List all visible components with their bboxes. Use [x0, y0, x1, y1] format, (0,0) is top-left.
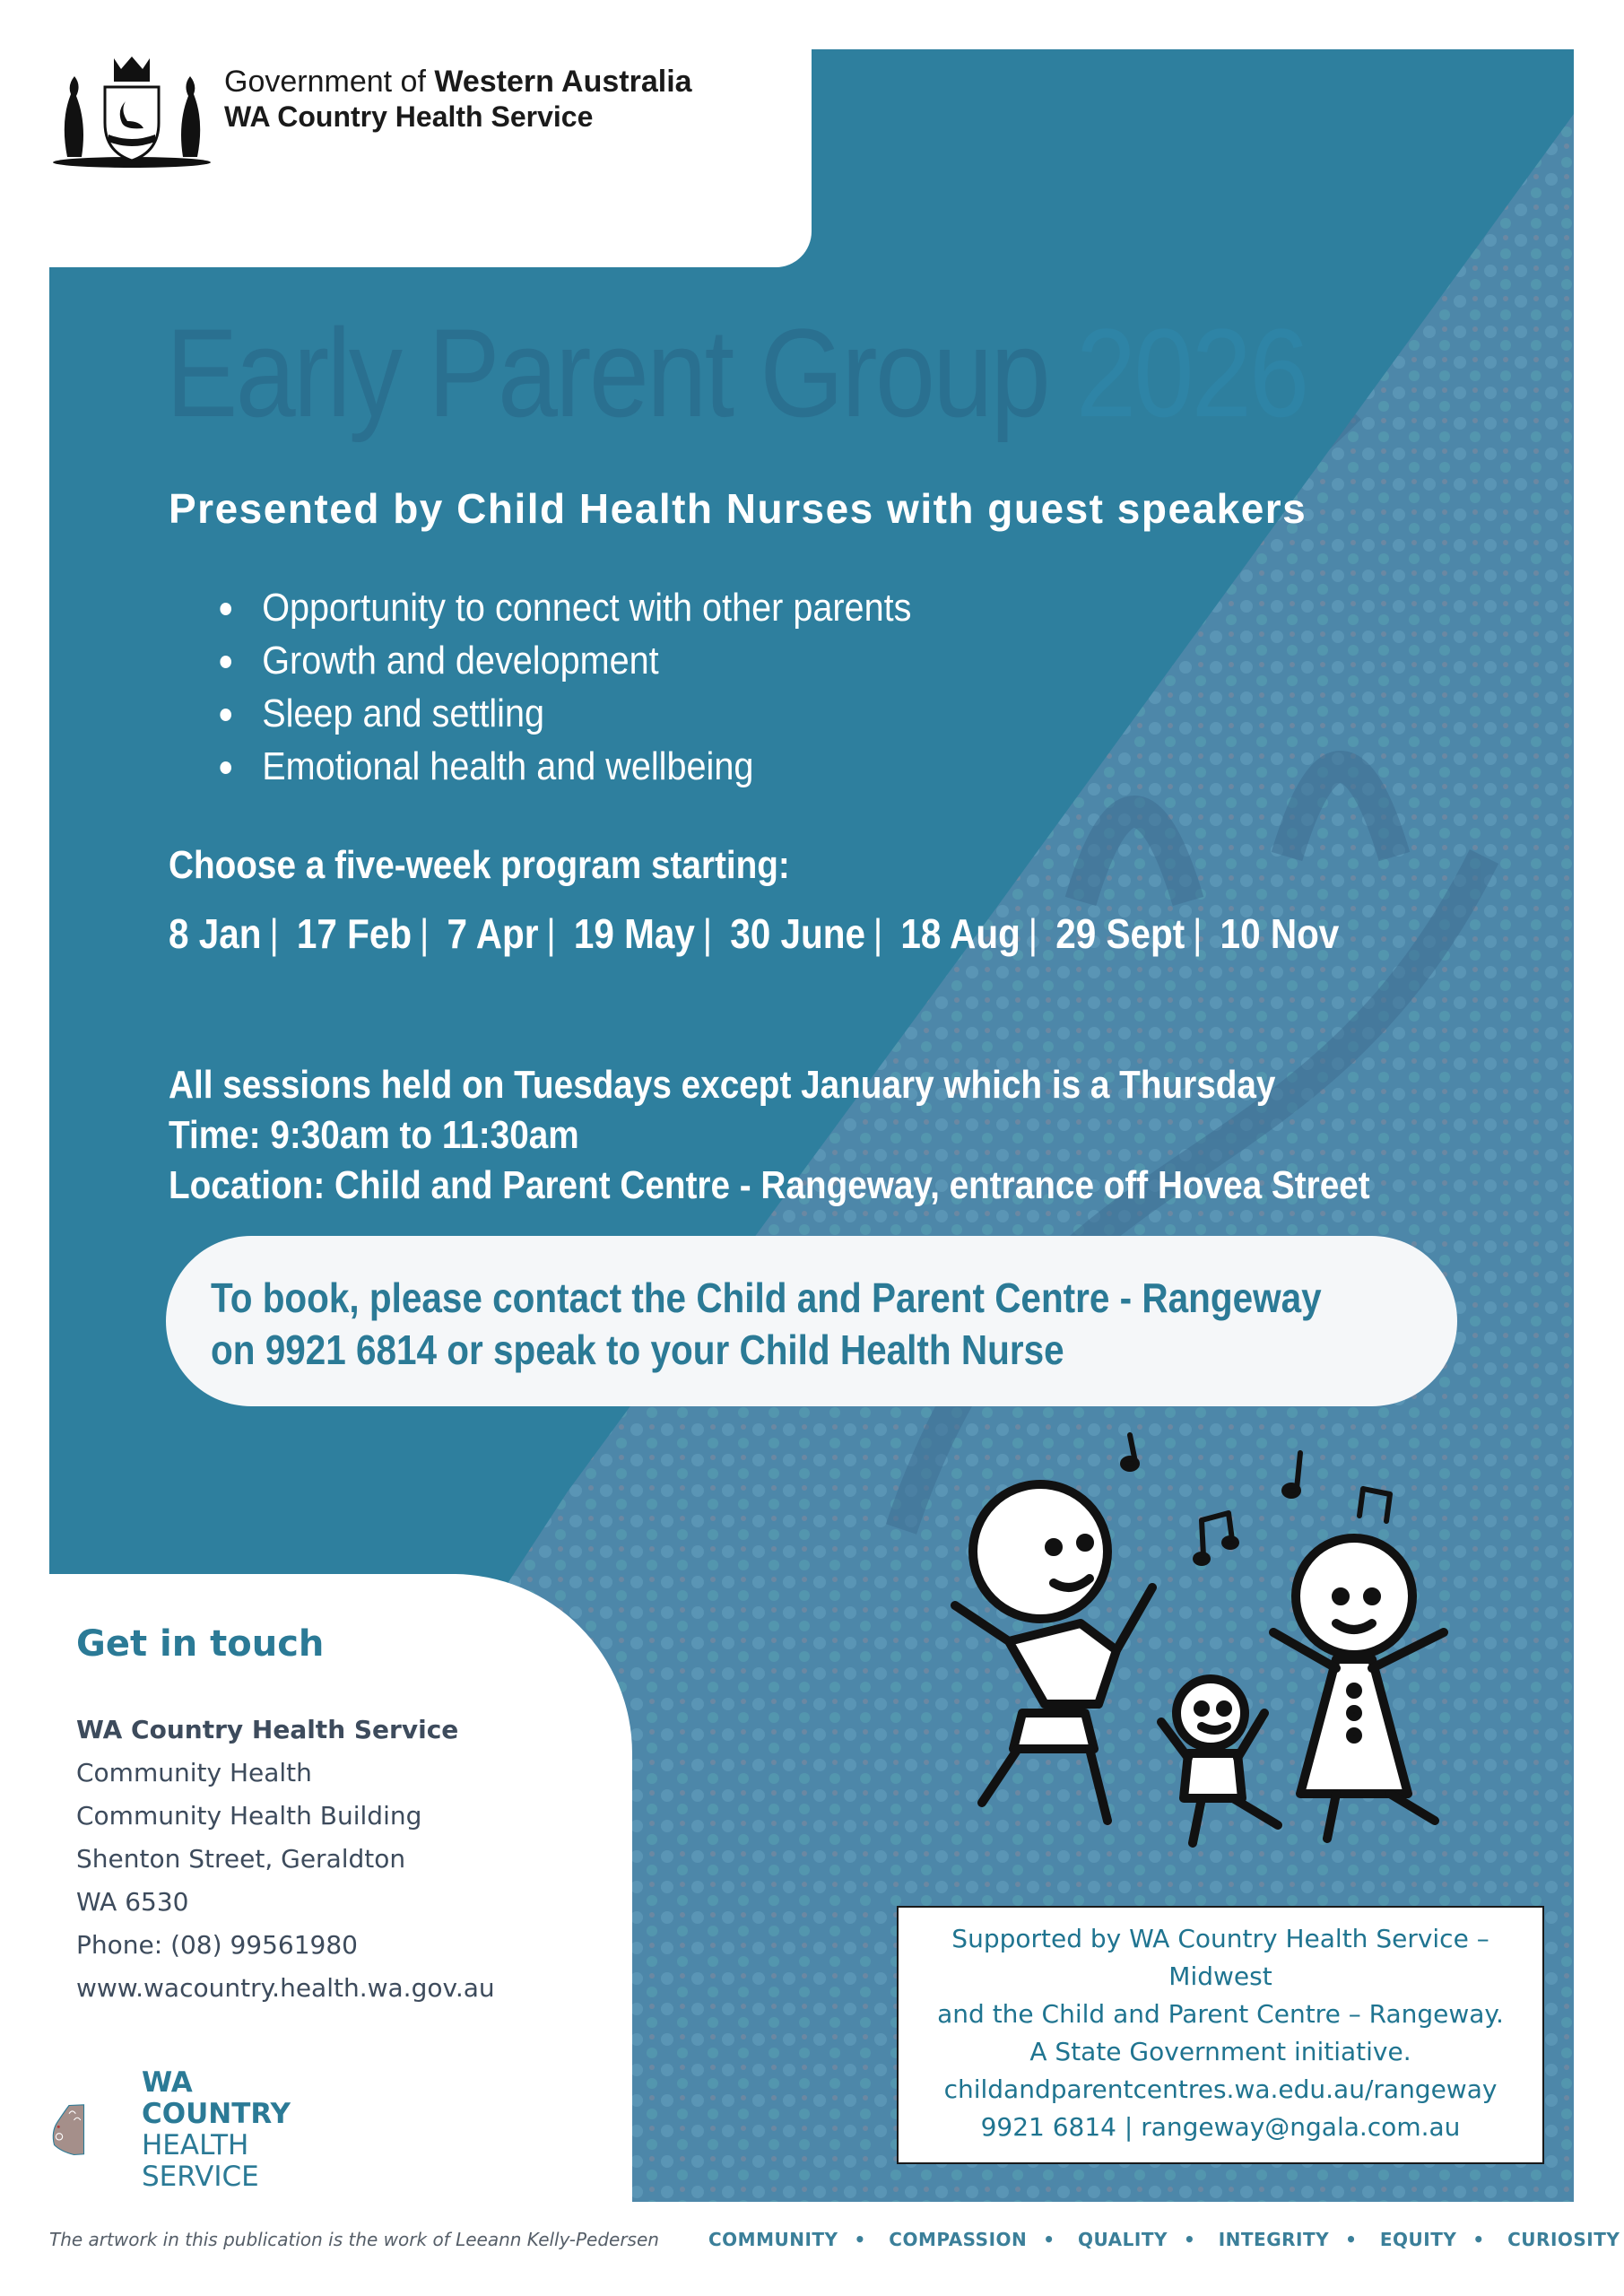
bullet-icon [220, 603, 231, 615]
sessions-note: All sessions held on Tuesdays except January which is a Thursday [169, 1063, 1276, 1107]
topic-item: Sleep and settling [215, 687, 911, 740]
support-box [897, 1906, 1544, 2164]
program-date: 18 Aug [900, 910, 1020, 957]
government-name: Government of Western Australia [224, 65, 692, 99]
artwork-credit: The artwork in this publication is the work of Leeann Kelly-Pedersen [49, 2229, 659, 2250]
service-name: WA Country Health Service [224, 100, 594, 133]
session-location: Location: Child and Parent Centre - Rangeway, entrance off Hovea Street [169, 1163, 1370, 1207]
value-item: COMPASSION [889, 2229, 1028, 2250]
program-date: 19 May [573, 910, 695, 957]
contact-line: Community Health [76, 1758, 312, 1787]
program-date: 7 Apr [447, 910, 539, 957]
wa-map-artwork-icon [49, 2063, 148, 2197]
contact-line: Community Health Building [76, 1801, 422, 1831]
values-strip: COMMUNITY • COMPASSION • QUALITY • INTEGRITY • EQUITY • CURIOSITY [708, 2229, 1620, 2250]
program-date: 10 Nov [1220, 910, 1340, 957]
booking-callout [166, 1236, 1457, 1406]
value-item: QUALITY [1078, 2229, 1168, 2250]
program-date: 30 June [730, 910, 865, 957]
program-date: 17 Feb [296, 910, 413, 957]
topic-item: Opportunity to connect with other parents [215, 581, 911, 634]
contact-line: Shenton Street, Geraldton [76, 1844, 406, 1874]
support-website-link[interactable]: childandparentcentres.wa.edu.au/rangeway [943, 2074, 1498, 2104]
contact-heading: Get in touch [76, 1623, 325, 1665]
topic-list [215, 581, 989, 793]
value-item: INTEGRITY [1218, 2229, 1330, 2250]
program-date: 8 Jan [169, 910, 262, 957]
value-item: EQUITY [1379, 2229, 1457, 2250]
session-details [169, 1060, 1370, 1211]
contact-line: WA 6530 [76, 1887, 189, 1917]
support-line: Midwest [1168, 1961, 1272, 1991]
contact-phone: Phone: (08) 99561980 [76, 1930, 358, 1960]
bullet-icon [220, 761, 231, 774]
subtitle: Presented by Child Health Nurses with guest speakers [169, 485, 1307, 532]
support-line: Supported by WA Country Health Service – [951, 1924, 1489, 1953]
booking-text: To book, please contact the Child and Parent Centre - Rangeway on 9921 6814 or speak to your Child Health Nurse [211, 1274, 1322, 1373]
program-dates: 8 Jan | 17 Feb | 7 Apr | 19 May | 30 June | 18 Aug | 29 Sept | 10 Nov [169, 910, 1340, 957]
support-line: and the Child and Parent Centre – Rangeway. [937, 1999, 1504, 2029]
value-item: COMMUNITY [708, 2229, 838, 2250]
program-date: 29 Sept [1055, 910, 1185, 957]
bullet-icon [220, 656, 231, 668]
topic-item: Emotional health and wellbeing [215, 740, 911, 793]
contact-org: WA Country Health Service [76, 1715, 459, 1744]
session-time: Time: 9:30am to 11:30am [169, 1113, 579, 1157]
support-line: A State Government initiative. [1029, 2037, 1411, 2066]
value-item: CURIOSITY [1507, 2229, 1620, 2250]
poster-title: Early Parent Group 2026 [166, 302, 1307, 443]
contact-website-link[interactable]: www.wacountry.health.wa.gov.au [76, 1973, 495, 2003]
dancing-children-illustration [906, 1417, 1480, 1848]
wa-coat-of-arms-icon [49, 49, 215, 170]
support-contact-line: 9921 6814 | rangeway@ngala.com.au [980, 2112, 1461, 2142]
bullet-icon [220, 709, 231, 721]
contact-details [76, 1709, 495, 2010]
wach-logo-text: WA COUNTRY HEALTH SERVICE [142, 2066, 291, 2193]
topic-item: Growth and development [215, 634, 911, 687]
program-heading: Choose a five-week program starting: [169, 843, 790, 887]
